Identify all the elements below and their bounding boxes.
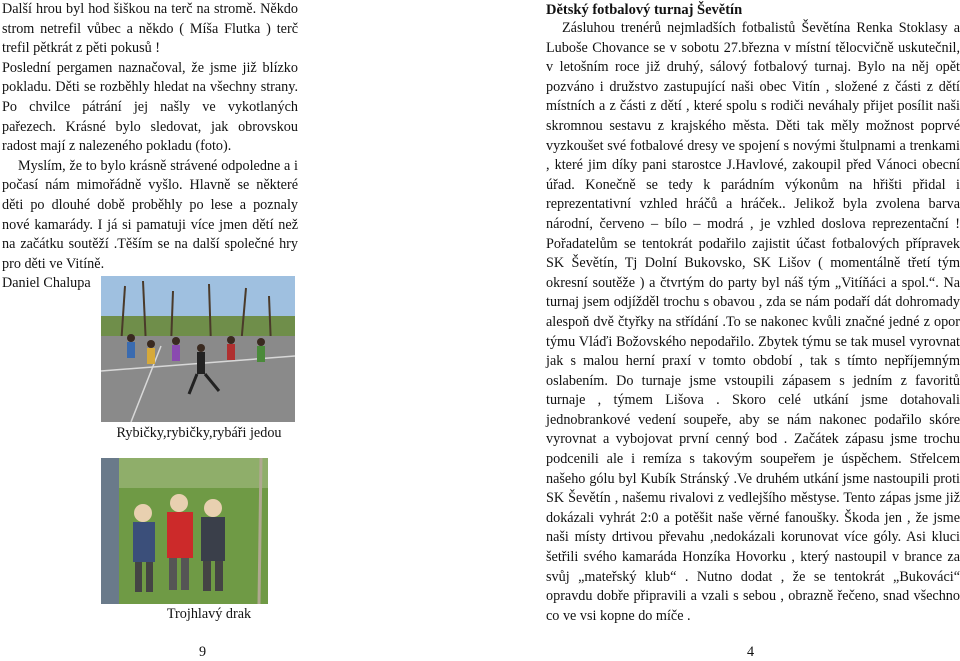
photo-caption-2: Trojhlavý drak bbox=[166, 606, 252, 622]
right-column bbox=[546, 19, 960, 626]
photo-caption-1: Rybičky,rybičky,rybáři jedou bbox=[116, 425, 282, 441]
author-signature: Daniel Chalupa bbox=[2, 275, 91, 292]
article-body: Zásluhou trenérů nejmladších fotbalistů Ševětína Renka Stoklasy a Luboše Chovance se v sobotu 27.března v místní tělocvičně uskutečnil, v letošním roce již druhý, sálový fotbalový turnaj. Bylo na něj opět pozváno i družstvo zastupující naši obec Vitín , složené z části z dětí místních a z části z dětí , které spolu s rodiči neváhaly přijet posílit naši skromnou sestavu z krajského města. Děti tak měly možnost poprvé vyzkoušet své fotbalové dresy ve spojení s novými štulpnami a trenkami , které jim díky pani starostce J.Havlové, zakoupil před Vánoci obecní úřad. Konečně se tedy k parádním výkonům na hřišti přidal i reprezentativní vzhled hráčů a hráček.. Jelikož byla zvolena barva národní, červeno – bílo – modrá , je vzhled doslova reprezentační ! Pořadatelům se tentokrát podařilo zajistit účast fotbalových přípravek SK Ševětín, Tj Dolní Bukovsko, SK Lišov ( momentálně třetí tým okresní soutěže ) a čtvrtým do party byl náš tým „Vitíňáci a spol.“. Na turnaj jsem odjížděl trochu s obavou , zda se nám podaří dát dohromady alespoň dvě čtyřky na střídání .To se nakonec kvůli značné jedné z opor týmu Vláďi Božovského nepodařilo. Zbytek týmu se tak musel vyrovnat jak s malou herní praxí v tomto období , tak s tímto nepříjemným oslabením. Do turnaje jsme vstoupili zápasem s jedním z favoritů turnaje , týmem Lišova . Skoro celé utkání jsme dotahovali jednobrankové vedení soupeře, aby se nám nakonec podařilo skóre vyrovnat a vybojovat první cenný bod . Začátek zápasu jsme trochu podcenili ale i remíza s takovým soupeřem je úspěchem. Střelcem našeho gólu byl Kubík Stránský .Ve druhém utkání jsme nastoupili proti SK Ševětín , našemu rivalovi z vedlejšího městyse. Tento zápas jsme již dokázali vyhrát 2:0 a potěšit naše věrné fanoušky. Škoda jen , že jsme naši místy drtivou převahu ,nedokázali korunovat více góly. Asi kluci šetřili svého kamaráda Honzíka Hovorku , který nastoupil v brance za svůj „mateřský klub“ . Nutno dodat , že se tentokrát „Bukováci“ opravdu dobře připravili a vzali s sebou , obrazně řečeno, snad všechno co ve vsi kopne do míče . bbox=[546, 20, 960, 624]
left-paragraph-2: Poslední pergamen naznačoval, že jsme již blízko pokladu. Děti se rozběhly hledat na všechny strany. Po chvilce pátrání jej našly ve vykotlaných pařezech. Krásné bylo sledovat, jak obrovskou radost mají z nalezeného pokladu (foto). bbox=[2, 59, 298, 155]
page-number-right: 4 bbox=[747, 644, 755, 660]
left-paragraph-1: Další hrou byl hod šiškou na terč na stromě. Někdo strom netrefil vůbec a někdo ( Míša Flutka ) terč trefil pětkrát z pěti pokusů ! bbox=[2, 1, 298, 57]
photo-three-headed-dragon bbox=[101, 458, 268, 604]
page-number-left: 9 bbox=[199, 644, 207, 660]
left-paragraph-3: Myslím, že to bylo krásně strávené odpoledne a i počasí nám mimořádně vyšlo. Hlavně se některé děti po dlouhé době proběhly po lese a poznaly nové kamarády. I já si pamatuji více jmen dětí než na začátku soutěží .Těším se na další společné hry pro děti ve Vitíně. bbox=[2, 157, 298, 272]
article-title: Dětský fotbalový turnaj Ševětín bbox=[546, 2, 743, 18]
left-column bbox=[2, 0, 298, 294]
photo-children-playing bbox=[101, 276, 295, 422]
